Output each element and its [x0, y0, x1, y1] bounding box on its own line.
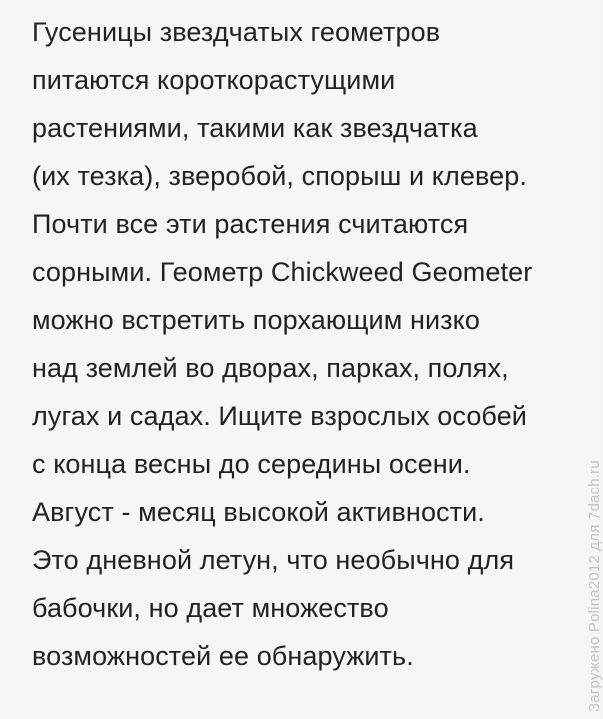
- paragraph-line: сорными. Геометр Chickweed Geometer: [32, 257, 533, 287]
- article-paragraph: [32, 8, 572, 680]
- paragraph-line: питаются короткорастущими: [32, 65, 396, 95]
- paragraph-line: Это дневной летун, что необычно для: [32, 545, 515, 575]
- paragraph-line: растениями, такими как звездчатка: [32, 113, 478, 143]
- paragraph-line: возможностей ее обнаружить.: [32, 641, 414, 671]
- paragraph-line: можно встретить порхающим низко: [32, 305, 480, 335]
- paragraph-line: (их тезка), зверобой, спорыш и клевер.: [32, 161, 527, 191]
- paragraph-line: Август - месяц высокой активности.: [32, 497, 485, 527]
- paragraph-line: бабочки, но дает множество: [32, 593, 389, 623]
- paragraph-line: над землей во дворах, парках, полях,: [32, 353, 509, 383]
- watermark-text: Загружено Polina2012 для 7dach.ru: [586, 460, 603, 712]
- paragraph-line: Почти все эти растения считаются: [32, 209, 469, 239]
- paragraph-line: Гусеницы звездчатых геометров: [32, 17, 441, 47]
- paragraph-line: с конца весны до середины осени.: [32, 449, 471, 479]
- paragraph-line: лугах и садах. Ищите взрослых особей: [32, 401, 527, 431]
